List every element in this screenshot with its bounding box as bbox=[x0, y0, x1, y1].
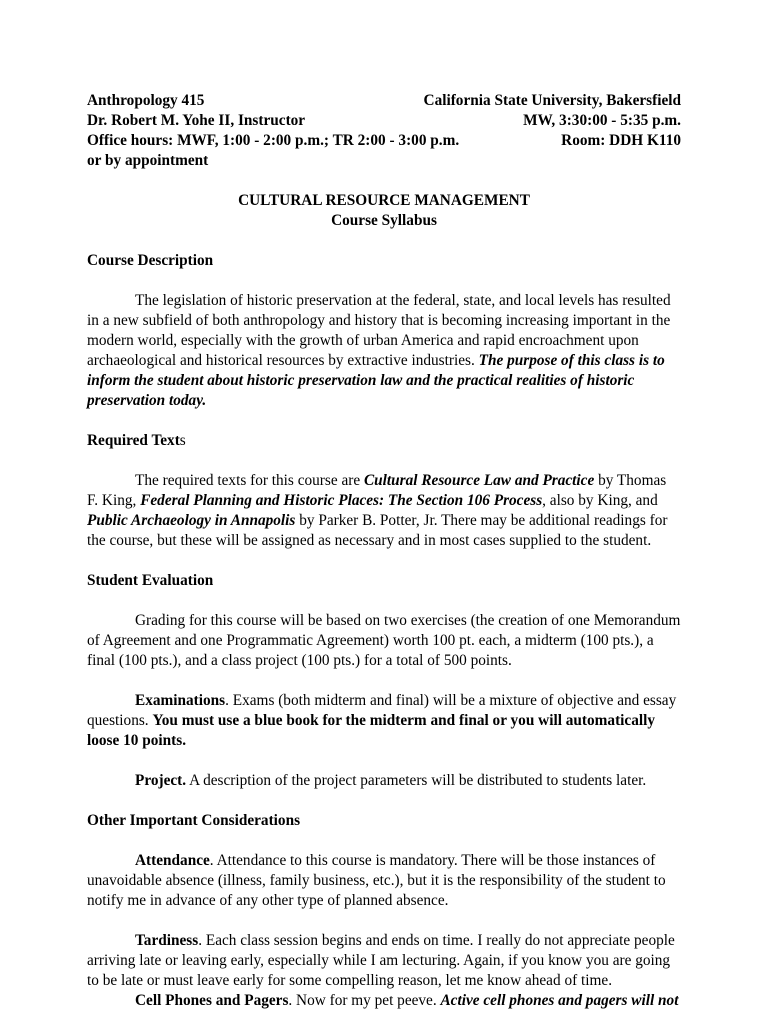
attendance-paragraph bbox=[87, 851, 681, 911]
course-description-paragraph bbox=[87, 291, 681, 411]
course-purpose-emphasis: The purpose of this class is to inform the student about historic preservation law and the practical realities of historic preservation today. bbox=[87, 352, 665, 409]
course-description-heading: Course Description bbox=[87, 252, 214, 269]
attendance-text: . Attendance to this course is mandatory. There will be those instances of unavoidable absence (illness, family business, etc.), but it is the responsibility of the student to notify me in advance of any other type of planned absence. bbox=[87, 852, 666, 909]
course-number: Anthropology 415 bbox=[87, 92, 205, 109]
required-texts-part-4: by Parker B. Potter, Jr. There may be additional readings for the course, but these will be assigned as necessary and in most cases supplied to the student. bbox=[87, 512, 668, 549]
tardiness-text: . Each class session begins and ends on time. I really do not appreciate people arriving late or leaving early, especially while I am lecturing. Again, if you know you are going to be late or must leave early for some compelling reason, let me know ahead of time. bbox=[87, 932, 675, 989]
cell-phones-emphasis: Active cell phones and pagers will not bbox=[440, 992, 679, 1009]
required-texts-intro: The required texts for this course are bbox=[135, 472, 364, 489]
required-texts-heading-bold: Required Text bbox=[87, 432, 180, 449]
class-schedule: MW, 3:30:00 - 5:35 p.m. bbox=[523, 112, 681, 129]
appointment-note: or by appointment bbox=[87, 152, 209, 169]
blue-book-warning: You must use a blue book for the midterm and final or you will automatically loose 10 points. bbox=[87, 712, 656, 749]
document-title bbox=[87, 191, 681, 231]
grading-paragraph: Grading for this course will be based on two exercises (the creation of one Memorandum of Agreement and one Programmatic Agreement) worth 100 pt. each, a midterm (100 pts.), a final (100 pts.), and a class project (100 pts.) for a total of 500 points. bbox=[87, 612, 681, 669]
tardiness-paragraph bbox=[87, 931, 681, 991]
attendance-label: Attendance bbox=[135, 852, 210, 869]
header-row-1 bbox=[87, 91, 681, 111]
other-considerations-heading: Other Important Considerations bbox=[87, 812, 301, 829]
cell-phones-label: Cell Phones and Pagers bbox=[135, 992, 289, 1009]
book-title-1: Cultural Resource Law and Practice bbox=[363, 472, 595, 489]
syllabus-page bbox=[87, 91, 681, 1011]
examinations-label: Examinations bbox=[135, 692, 226, 709]
tardiness-label: Tardiness bbox=[135, 932, 199, 949]
project-text: A description of the project parameters will be distributed to students later. bbox=[186, 772, 647, 789]
required-texts-heading bbox=[87, 431, 681, 451]
header-row-2 bbox=[87, 111, 681, 131]
course-description-text: The legislation of historic preservation at the federal, state, and local levels has resulted in a new subfield of both anthropology and history that is becoming increasing important in the modern world, especially with the growth of urban America and rapid encroachment upon archaeological and historical resources by extractive industries. bbox=[87, 292, 671, 369]
cell-phones-paragraph bbox=[87, 991, 681, 1011]
room: Room: DDH K110 bbox=[561, 132, 681, 149]
required-texts-part-3: , also by King, and bbox=[542, 492, 658, 509]
project-label: Project. bbox=[135, 772, 187, 789]
sub-title: Course Syllabus bbox=[331, 212, 437, 229]
office-hours: Office hours: MWF, 1:00 - 2:00 p.m.; TR 2:00 - 3:00 p.m. bbox=[87, 132, 460, 149]
course-header bbox=[87, 91, 681, 171]
header-row-4 bbox=[87, 151, 681, 171]
cell-phones-text: . Now for my pet peeve. bbox=[288, 992, 441, 1009]
book-title-3: Public Archaeology in Annapolis bbox=[87, 512, 296, 529]
header-row-3 bbox=[87, 131, 681, 151]
instructor-name: Dr. Robert M. Yohe II, Instructor bbox=[87, 112, 306, 129]
required-texts-heading-plain: s bbox=[179, 432, 186, 449]
project-paragraph bbox=[87, 771, 681, 791]
university-name: California State University, Bakersfield bbox=[423, 92, 681, 109]
required-texts-part-2: by Thomas F. King, bbox=[87, 472, 667, 509]
main-title: CULTURAL RESOURCE MANAGEMENT bbox=[238, 192, 530, 209]
examinations-text: . Exams (both midterm and final) will be a mixture of objective and essay questions. bbox=[87, 692, 677, 729]
book-title-2: Federal Planning and Historic Places: The Section 106 Process bbox=[140, 492, 543, 509]
student-evaluation-heading: Student Evaluation bbox=[87, 572, 214, 589]
examinations-paragraph bbox=[87, 691, 681, 751]
required-texts-paragraph bbox=[87, 471, 681, 551]
